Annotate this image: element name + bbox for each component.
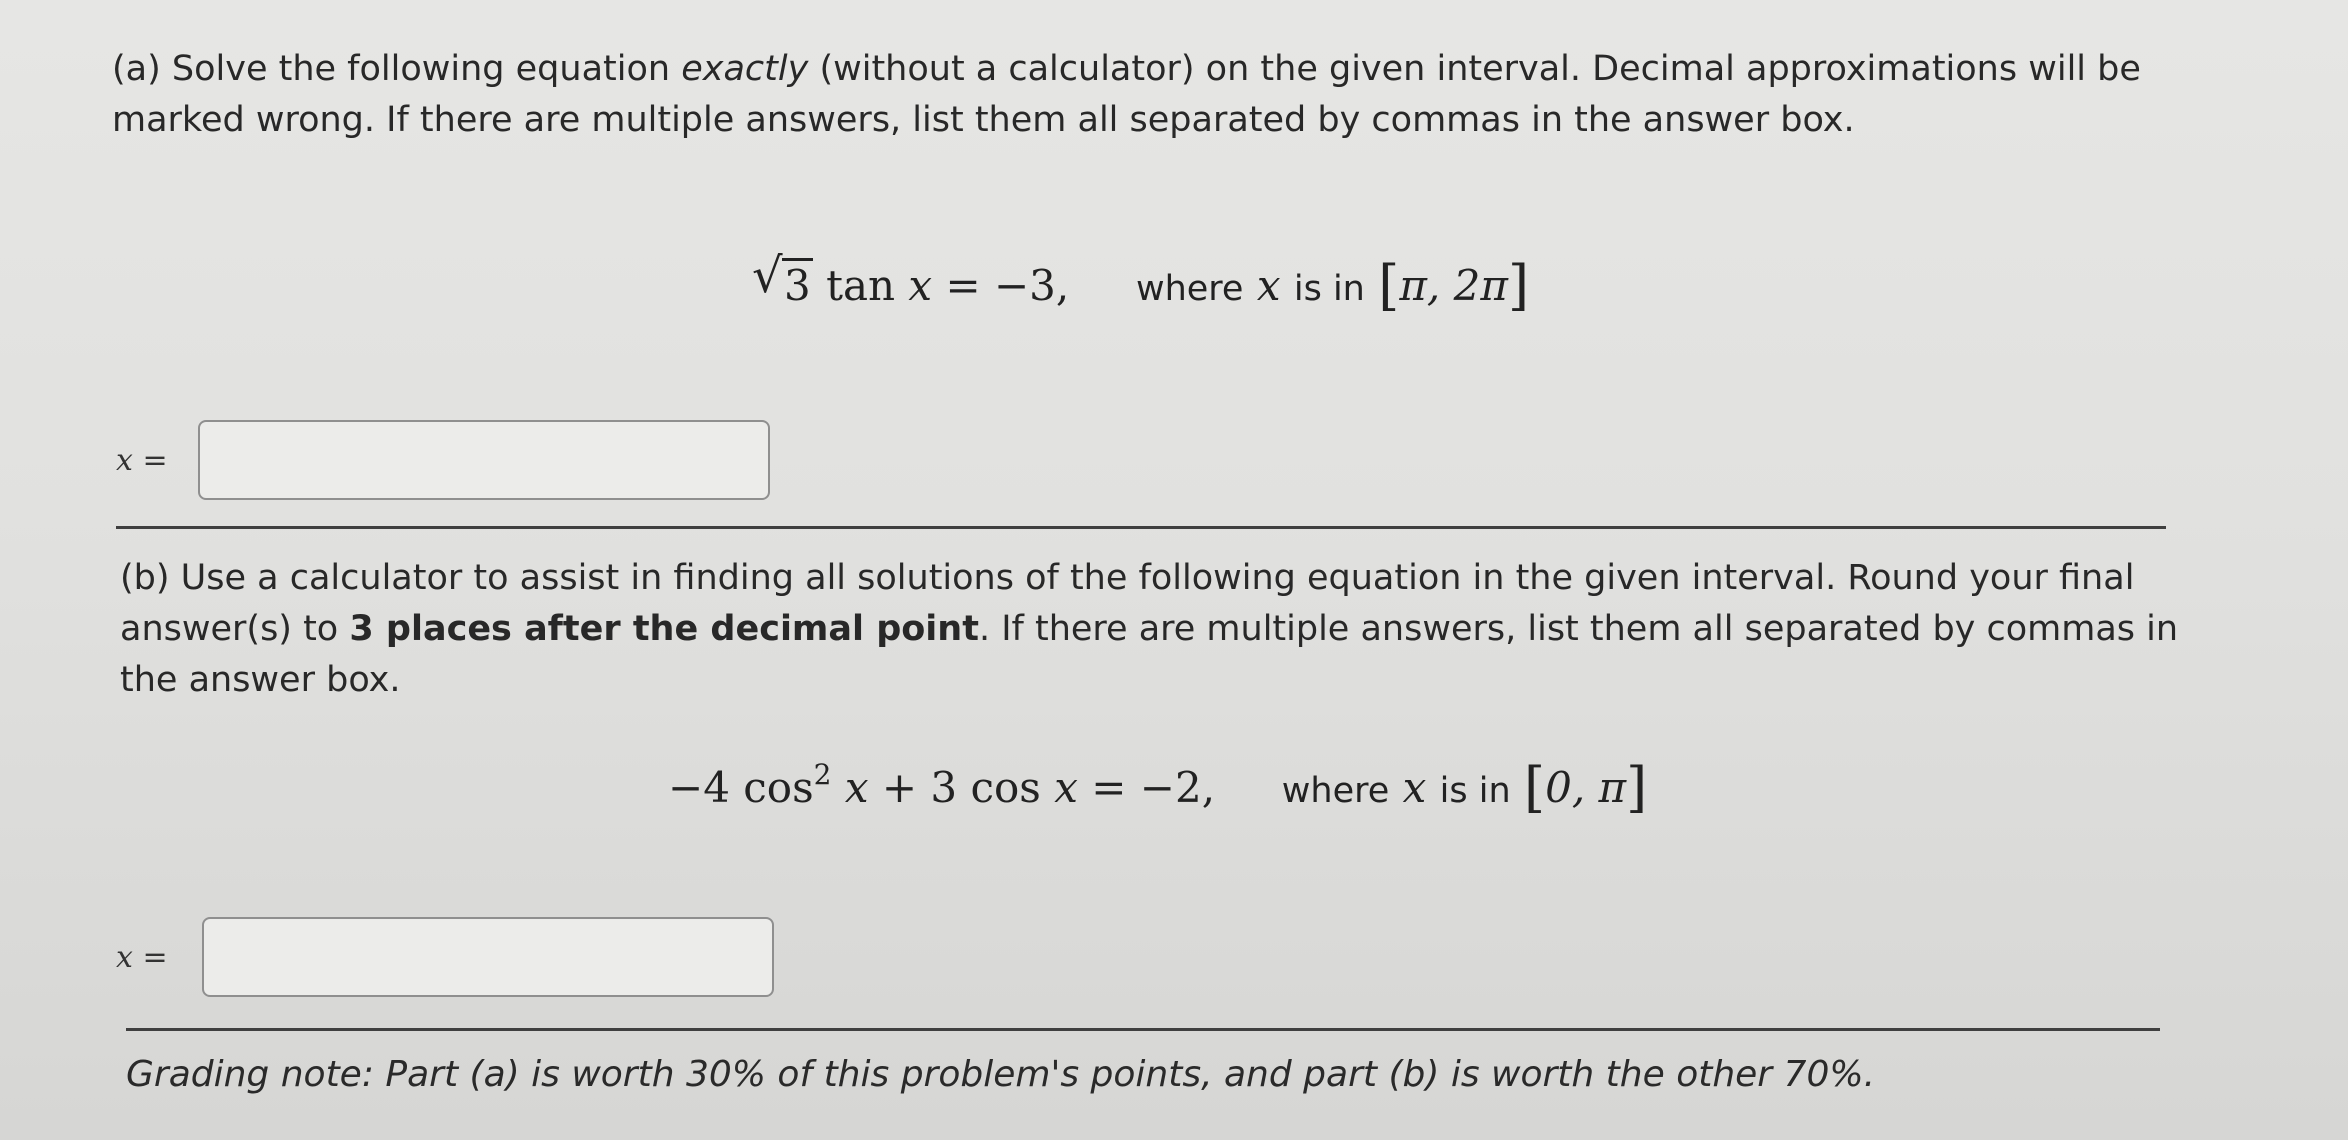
eq-b-lhs: −4 cos xyxy=(668,763,814,812)
eq-b-exponent: 2 xyxy=(813,758,832,791)
part-b-instructions xyxy=(120,553,2190,706)
eq-a-rhs: = −3, xyxy=(932,261,1070,310)
answer-label-eq: = xyxy=(132,939,168,975)
eq-a-lhs: tan xyxy=(812,261,909,310)
part-b-prefix: (b) Use a calculator to assist in finding all solutions of the following equation in the given interval. Round your final answer(s) to xyxy=(120,558,2135,649)
radicand: 3 xyxy=(782,258,813,310)
grading-note: Grading note: Part (a) is worth 30% of this problem's points, and part (b) is worth the other 70%. xyxy=(126,1054,1876,1095)
eq-b-var-2: x xyxy=(1054,763,1078,812)
sqrt-expression xyxy=(752,248,813,310)
part-b-equation xyxy=(668,756,1647,819)
eq-b-interval: 0, π xyxy=(1545,763,1627,812)
eq-b-interval-var: x xyxy=(1402,763,1427,812)
part-b-answer-input[interactable] xyxy=(202,917,774,997)
part-a-answer-row xyxy=(116,420,770,500)
section-divider xyxy=(126,1028,2160,1031)
part-a-answer-input[interactable] xyxy=(198,420,770,500)
eq-b-middle: + 3 cos xyxy=(868,763,1055,812)
eq-b-is-in: is in xyxy=(1439,771,1511,811)
part-a-equation xyxy=(752,248,1530,317)
answer-label-eq: = xyxy=(132,442,168,478)
eq-b-interval-close: ] xyxy=(1626,756,1648,819)
eq-a-interval: π, 2π xyxy=(1399,261,1508,310)
answer-label-var: x xyxy=(116,939,133,975)
part-b-answer-row xyxy=(116,917,774,997)
part-a-prefix: (a) Solve the following equation xyxy=(112,49,682,89)
part-a-instructions xyxy=(112,44,2192,146)
eq-a-var: x xyxy=(908,261,933,310)
eq-b-interval-open: [ xyxy=(1524,756,1546,819)
eq-a-interval-open: [ xyxy=(1378,254,1400,317)
part-b-answer-label xyxy=(116,940,196,975)
eq-b-var-1: x xyxy=(844,763,869,812)
radical-sign: √ xyxy=(752,248,783,304)
part-a-emphasis: exactly xyxy=(681,49,809,89)
part-a-answer-label xyxy=(116,443,196,478)
eq-a-interval-close: ] xyxy=(1507,254,1530,317)
eq-a-is-in: is in xyxy=(1293,269,1365,309)
part-b-bold: 3 places after the decimal point xyxy=(349,609,979,649)
section-divider xyxy=(116,526,2166,529)
part-b-suffix: . If there are multiple answers, list them all separated by commas in the answer box. xyxy=(120,609,2179,700)
eq-a-where: where xyxy=(1135,269,1244,309)
answer-label-var: x xyxy=(116,442,133,478)
eq-a-interval-var: x xyxy=(1256,261,1281,310)
part-a-suffix: (without a calculator) on the given interval. Decimal approximations will be marked wrong. If there are multiple answers, list them all separated by commas in the answer box. xyxy=(112,49,2141,140)
eq-b-rhs: = −2, xyxy=(1077,763,1216,812)
eq-b-where: where xyxy=(1281,771,1390,811)
